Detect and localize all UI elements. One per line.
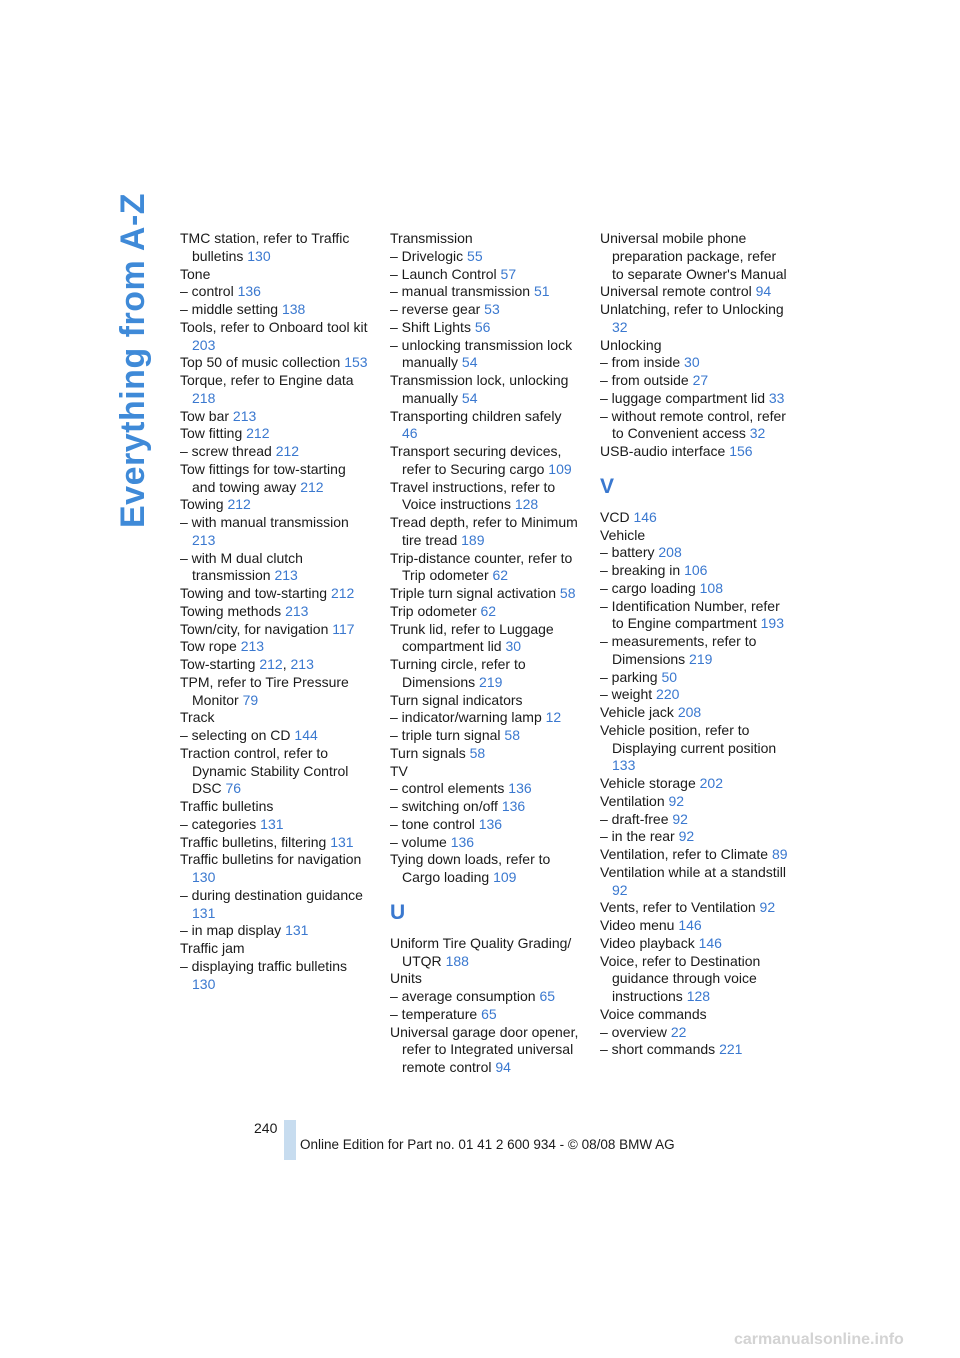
index-entry — [600, 372, 790, 390]
index-entry-text: Voice commands — [600, 1005, 707, 1022]
page-reference-link[interactable]: 131 — [192, 904, 216, 921]
index-entry-text: – middle setting — [180, 301, 279, 317]
index-entry-text: Transport securing devices, refer to Securing cargo — [390, 443, 562, 477]
index-entry-text: – luggage compartment lid — [600, 389, 765, 406]
index-entry-text: Voice, refer to Destination guidance through voice instructions — [600, 952, 761, 1004]
index-entry — [390, 935, 580, 971]
index-entry — [390, 1006, 580, 1024]
index-entry — [390, 443, 580, 479]
page-reference-link[interactable]: 92 — [678, 828, 695, 845]
index-entry-text: – selecting on CD — [180, 727, 291, 743]
page-reference-link[interactable]: 130 — [192, 975, 216, 992]
index-entry-text: – measurements, refer to Dimensions — [600, 633, 757, 667]
index-entry-text: Vents, refer to Ventilation — [600, 899, 756, 916]
index-entry — [390, 621, 580, 657]
index-entry — [390, 798, 580, 816]
index-entry-text: Universal mobile phone preparation package, refer to separate Owner's Manual — [600, 230, 787, 282]
index-entry-text: Tools, refer to Onboard tool kit — [180, 318, 368, 335]
page-reference-link[interactable]: 128 — [514, 496, 539, 513]
index-entry-text: Triple turn signal activation — [390, 585, 557, 601]
index-entry-text: – switching on/off — [390, 798, 498, 814]
index-entry — [390, 1024, 580, 1077]
index-entry-text: – reverse gear — [390, 301, 481, 317]
index-entry — [390, 763, 580, 781]
index-entry-text: – unlocking transmission lock manually — [390, 336, 573, 371]
index-entry-text: Vehicle position, refer to Displaying current position — [600, 721, 777, 756]
index-entry-text: – cargo loading — [600, 579, 696, 596]
index-entry-text: – tone control — [390, 815, 475, 832]
index-entry — [600, 562, 790, 580]
index-entry — [600, 828, 790, 846]
page-reference-link[interactable]: 131 — [330, 833, 354, 850]
index-entry-text: Universal remote control — [600, 283, 752, 300]
index-entry-text: – Shift Lights — [390, 318, 471, 335]
page-reference-link[interactable]: 58 — [469, 744, 486, 761]
index-entry-text: – average consumption — [390, 988, 536, 1004]
index-entry — [600, 917, 790, 935]
index-entry — [180, 922, 370, 940]
index-entry — [180, 816, 370, 834]
index-entry — [600, 1024, 790, 1042]
index-entry — [390, 408, 580, 444]
index-entry-text: Vehicle — [600, 526, 646, 543]
page-reference-link[interactable]: 203 — [192, 336, 216, 353]
index-entry — [390, 745, 580, 763]
index-entry — [180, 514, 370, 550]
page-reference-link[interactable]: 133 — [612, 757, 636, 774]
index-entry — [390, 656, 580, 692]
index-entry — [600, 527, 790, 545]
page-reference-link[interactable]: 56 — [474, 318, 491, 335]
index-entry — [600, 354, 790, 372]
index-entry — [180, 603, 370, 621]
index-entry-text: Ventilation — [600, 792, 665, 809]
index-entry-text: TMC station, refer to Traffic bulletins — [180, 230, 350, 264]
index-entry — [180, 354, 370, 372]
page-reference-link[interactable]: 58 — [504, 727, 520, 743]
index-entry — [600, 283, 790, 301]
index-entry — [600, 544, 790, 562]
index-entry — [180, 283, 370, 301]
side-title-text: Everything from A-Z — [114, 192, 152, 528]
index-entry-text: Traffic jam — [180, 940, 245, 956]
page-reference-link[interactable]: 208 — [658, 544, 682, 561]
index-entry — [180, 230, 370, 266]
page-reference-link[interactable]: 30 — [684, 354, 700, 371]
index-entry-text: Tow fittings for tow-starting and towing away — [180, 460, 346, 495]
index-entry — [180, 727, 370, 745]
index-entry-text: Trip-distance counter, refer to Trip odometer — [390, 549, 573, 584]
page-reference-link[interactable]: 213 — [232, 407, 257, 424]
index-entry — [180, 372, 370, 408]
page-reference-link[interactable]: 54 — [461, 354, 478, 371]
index-entry — [180, 940, 370, 958]
index-entry — [180, 709, 370, 727]
index-entry — [390, 266, 580, 284]
page-reference-link[interactable]: 213 — [290, 656, 314, 672]
index-entry-text: Universal garage door opener, refer to Integrated universal remote control — [390, 1023, 579, 1075]
index-entry-text: Tow fitting — [180, 425, 243, 442]
page-reference-link[interactable]: 213 — [285, 602, 309, 619]
index-entry-text: Unlatching, refer to Unlocking — [600, 301, 784, 317]
page-reference-link[interactable]: 219 — [479, 673, 503, 690]
page-reference-link[interactable]: 212 — [300, 478, 324, 495]
page-reference-link[interactable]: 50 — [661, 668, 678, 685]
section-side-title — [114, 192, 158, 532]
page-reference-link[interactable]: 94 — [495, 1059, 511, 1075]
index-entry — [600, 408, 790, 444]
footer-edition-text: Online Edition for Part no. 01 41 2 600 934 - © 08/08 BMW AG — [300, 1137, 675, 1152]
index-entry — [390, 851, 580, 887]
index-entry — [600, 230, 790, 283]
index-entry-text: Track — [180, 709, 215, 726]
index-entry-text: Tow rope — [180, 638, 237, 655]
index-entry — [600, 301, 790, 337]
index-entry-text: Top 50 of music collection — [180, 354, 341, 371]
index-entry — [390, 727, 580, 745]
index-entry-text: Transporting children safely — [390, 407, 562, 424]
index-entry — [180, 319, 370, 355]
index-entry-text: – triple turn signal — [390, 727, 501, 743]
index-entry — [600, 1041, 790, 1059]
index-entry-text: Vehicle storage — [600, 775, 696, 791]
index-entry-text: – without remote control, refer to Convenient access — [600, 407, 786, 442]
index-entry-text: Transmission lock, unlocking manually — [390, 372, 569, 406]
page-reference-link[interactable]: 108 — [699, 579, 723, 596]
index-entry — [180, 958, 370, 994]
index-entry-text: – battery — [600, 544, 655, 561]
page-number: 240 — [254, 1120, 278, 1136]
index-entry-text: – categories — [180, 815, 257, 832]
index-entry — [180, 301, 370, 319]
page-reference-link[interactable]: 46 — [402, 425, 418, 442]
page-reference-link[interactable]: 89 — [771, 846, 788, 862]
index-entry-text: Tying down loads, refer to Cargo loading — [390, 851, 551, 885]
page-reference-link[interactable]: 92 — [759, 899, 776, 916]
page-reference-link[interactable]: 213 — [240, 638, 265, 655]
index-entry-text: Ventilation while at a standstill — [600, 863, 786, 880]
page-reference-link[interactable]: 22 — [670, 1023, 687, 1040]
index-entry-text: Traction control, refer to Dynamic Stability Control DSC — [180, 744, 349, 797]
index-entry-text: – control — [180, 283, 234, 300]
index-column-2 — [390, 230, 580, 1077]
index-entry-text: – Identification Number, refer to Engine compartment — [600, 597, 780, 632]
index-column-3 — [600, 230, 790, 1059]
index-entry-text: – volume — [390, 833, 447, 850]
page-reference-link[interactable]: 208 — [677, 704, 702, 720]
page-reference-link[interactable]: 27 — [692, 372, 709, 388]
index-entry — [600, 1006, 790, 1024]
index-entry-text: Town/city, for navigation — [180, 620, 329, 637]
page-reference-link[interactable]: 193 — [760, 615, 784, 632]
index-entry — [180, 798, 370, 816]
page-reference-link[interactable]: 221 — [719, 1041, 743, 1058]
index-entry — [600, 811, 790, 829]
index-entry-text: Turn signal indicators — [390, 691, 523, 708]
index-entry — [600, 775, 790, 793]
index-entry-text: – draft-free — [600, 810, 669, 827]
page-reference-link[interactable]: 156 — [729, 443, 753, 459]
page-reference-link[interactable]: 212 — [246, 425, 270, 442]
index-entry — [600, 686, 790, 704]
page-reference-link[interactable]: 146 — [678, 917, 702, 933]
page-reference-link[interactable]: 189 — [461, 531, 485, 548]
index-entry-text: Traffic bulletins, filtering — [180, 833, 327, 850]
page-reference-link[interactable]: 136 — [450, 833, 475, 850]
page-reference-link[interactable]: 131 — [260, 815, 284, 832]
index-entry — [600, 793, 790, 811]
index-entry — [390, 709, 580, 727]
index-entry — [390, 988, 580, 1006]
index-entry — [180, 408, 370, 426]
index-entry-text: Trunk lid, refer to Luggage compartment lid — [390, 620, 554, 655]
index-entry — [600, 704, 790, 722]
index-entry-text: – in map display — [180, 922, 282, 939]
index-entry-text: Traffic bulletins for navigation — [180, 851, 362, 868]
index-entry — [390, 319, 580, 337]
index-entry — [600, 722, 790, 775]
index-entry: Tow-starting 212, 213 — [180, 656, 314, 672]
index-entry — [600, 669, 790, 687]
page-reference-link[interactable]: 213 — [274, 567, 298, 584]
index-entry — [600, 337, 790, 355]
page-reference-link[interactable]: 33 — [768, 389, 785, 406]
index-entry-text: – indicator/warning lamp — [390, 709, 542, 726]
page-reference-link[interactable]: 202 — [699, 775, 723, 791]
page-reference-link[interactable]: 57 — [500, 265, 517, 282]
page-reference-link[interactable]: 218 — [192, 389, 216, 406]
index-entry-text: Tread depth, refer to Minimum tire tread — [390, 514, 578, 548]
page-reference-link[interactable]: 32 — [612, 318, 628, 335]
index-entry-text: – Launch Control — [390, 265, 497, 282]
page-reference-link[interactable]: 220 — [656, 686, 680, 703]
index-entry-text: Towing and tow-starting — [180, 585, 328, 601]
index-entry-text: – temperature — [390, 1005, 478, 1022]
index-entry — [600, 580, 790, 598]
index-entry-text: Turning circle, refer to Dimensions — [390, 656, 526, 690]
index-entry — [180, 461, 370, 497]
page-reference-link[interactable]: 117 — [332, 620, 355, 637]
index-entry-text: Travel instructions, refer to Voice instructions — [390, 478, 556, 513]
index-entry-text: Vehicle jack — [600, 704, 674, 720]
index-entry — [390, 514, 580, 550]
page-reference-link[interactable]: 212 — [330, 585, 355, 601]
index-entry — [180, 550, 370, 586]
page-reference-link[interactable]: 130 — [247, 247, 271, 264]
index-entry-text: Video menu — [600, 917, 675, 933]
page-reference-link[interactable]: 144 — [294, 727, 318, 743]
index-entry — [180, 266, 370, 284]
page-reference-link[interactable]: 65 — [481, 1005, 497, 1022]
index-entry-text: Torque, refer to Engine data — [180, 372, 354, 388]
index-entry — [390, 283, 580, 301]
index-entry — [390, 816, 580, 834]
page-reference-link[interactable]: 136 — [478, 815, 503, 832]
index-entry — [390, 248, 580, 266]
page-reference-link[interactable]: 94 — [755, 283, 772, 300]
index-entry-text: Traffic bulletins — [180, 798, 274, 814]
index-entry-text: Ventilation, refer to Climate — [600, 846, 769, 862]
index-entry — [600, 935, 790, 953]
index-entry-text: Video playback — [600, 934, 695, 951]
index-entry-text: – from outside — [600, 372, 689, 388]
index-entry-text: – during destination guidance — [180, 886, 363, 903]
index-entry — [180, 638, 370, 656]
index-entry-text: – screw thread — [180, 443, 272, 459]
watermark-text: carmanualsonline.info — [734, 1331, 904, 1348]
index-letter-heading: V — [600, 474, 615, 498]
index-entry — [390, 230, 580, 248]
page-reference-link[interactable]: 58 — [559, 585, 576, 601]
index-entry — [180, 745, 370, 798]
index-entry-text: Units — [390, 970, 422, 987]
index-entry-text: Tow-starting — [180, 656, 256, 672]
index-entry-text: – manual transmission — [390, 283, 531, 300]
index-entry — [390, 780, 580, 798]
page-reference-link[interactable]: 109 — [548, 460, 572, 477]
index-entry — [390, 692, 580, 710]
index-entry — [600, 899, 790, 917]
page-reference-link[interactable]: 62 — [492, 567, 509, 584]
index-entry — [600, 846, 790, 864]
page-reference-link[interactable]: 92 — [668, 792, 685, 809]
index-entry — [180, 496, 370, 514]
index-entry — [390, 301, 580, 319]
index-entry — [390, 372, 580, 408]
page-reference-link[interactable]: 62 — [480, 602, 497, 619]
index-entry-text: VCD — [600, 508, 630, 525]
index-column-1 — [180, 230, 370, 993]
index-entry — [180, 443, 370, 461]
footer-accent-bar — [284, 1120, 296, 1160]
page-reference-link[interactable]: 131 — [285, 922, 309, 939]
index-entry-text: Tow bar — [180, 407, 230, 424]
index-entry — [180, 585, 370, 603]
page-reference-link[interactable]: 212 — [227, 496, 251, 513]
page-reference-link[interactable]: 12 — [545, 709, 562, 726]
page-reference-link[interactable]: 146 — [633, 508, 657, 525]
index-entry-text: Tone — [180, 265, 211, 282]
page-reference-link[interactable]: 79 — [242, 691, 259, 708]
page-reference-link[interactable]: 213 — [192, 531, 216, 548]
index-entry-text: – short commands — [600, 1041, 716, 1058]
index-entry-text: Towing methods — [180, 602, 282, 619]
page-reference-link[interactable]: 212 — [259, 656, 283, 672]
index-entry — [390, 603, 580, 621]
index-entry-text: – with M dual clutch transmission — [180, 549, 303, 584]
index-entry — [390, 585, 580, 603]
index-entry-text: – control elements — [390, 780, 505, 797]
index-entry — [390, 550, 580, 586]
index-entry-text: Unlocking — [600, 336, 662, 353]
index-entry-text: – in the rear — [600, 828, 675, 845]
index-entry-text: Towing — [180, 496, 224, 513]
page-reference-link[interactable]: 128 — [686, 988, 711, 1004]
index-entry — [180, 621, 370, 639]
index-entry-text: – displaying traffic bulletins — [180, 957, 348, 974]
page-reference-link[interactable]: 55 — [467, 247, 483, 264]
index-entry — [180, 834, 370, 852]
page-reference-link[interactable]: 54 — [461, 389, 478, 406]
page-reference-link[interactable]: 130 — [192, 869, 216, 885]
page-reference-link[interactable]: 138 — [281, 301, 306, 317]
index-entry-text: – parking — [600, 668, 658, 685]
page-reference-link[interactable]: 136 — [237, 283, 261, 300]
page-reference-link[interactable]: 146 — [698, 934, 722, 951]
index-entry-text: – overview — [600, 1023, 667, 1040]
index-entry-text: Trip odometer — [390, 602, 477, 619]
index-entry-text: – breaking in — [600, 562, 681, 578]
index-entry-text: TPM, refer to Tire Pressure Monitor — [180, 673, 349, 708]
page-reference-link[interactable]: 106 — [684, 562, 708, 578]
index-entry-text: – with manual transmission — [180, 514, 349, 530]
page-reference-link[interactable]: 136 — [501, 798, 526, 814]
page-reference-link[interactable]: 51 — [533, 283, 550, 300]
page-reference-link[interactable]: 153 — [344, 354, 368, 371]
index-entry — [600, 443, 790, 461]
page-reference-link[interactable]: 109 — [493, 869, 517, 885]
index-entry — [180, 425, 370, 443]
page-reference-link[interactable]: 212 — [275, 443, 300, 459]
index-entry — [180, 887, 370, 923]
index-entry — [390, 970, 580, 988]
index-entry — [390, 479, 580, 515]
index-entry — [600, 864, 790, 900]
index-entry — [600, 633, 790, 669]
index-entry — [180, 674, 370, 710]
index-entry — [600, 509, 790, 527]
page-reference-link[interactable]: 76 — [225, 780, 242, 797]
page-reference-link[interactable]: 92 — [672, 810, 688, 827]
index-entry — [180, 851, 370, 887]
index-entry-text: – from inside — [600, 354, 681, 371]
index-entry-text: Turn signals — [390, 744, 466, 761]
index-entry — [600, 953, 790, 1006]
index-entry-text: Transmission — [390, 230, 473, 246]
index-entry-text: USB-audio interface — [600, 443, 726, 459]
index-entry-text: TV — [390, 762, 408, 779]
index-entry — [390, 834, 580, 852]
index-entry-text: – Drivelogic — [390, 247, 464, 264]
page-reference-link[interactable]: 65 — [539, 988, 556, 1004]
page-reference-link[interactable]: 30 — [505, 638, 522, 655]
index-letter-heading: U — [390, 900, 406, 924]
index-entry — [600, 390, 790, 408]
page-reference-link[interactable]: 136 — [508, 780, 532, 797]
index-entry — [390, 337, 580, 373]
page-reference-link[interactable]: 92 — [612, 881, 628, 898]
index-entry — [600, 598, 790, 634]
page-reference-link[interactable]: 219 — [689, 650, 713, 667]
index-entry-text: Uniform Tire Quality Grading/ UTQR — [390, 934, 572, 969]
page-reference-link[interactable]: 32 — [749, 425, 766, 442]
page-reference-link[interactable]: 188 — [445, 952, 469, 969]
index-entry-text: – weight — [600, 686, 653, 703]
page-reference-link[interactable]: 53 — [484, 301, 500, 317]
